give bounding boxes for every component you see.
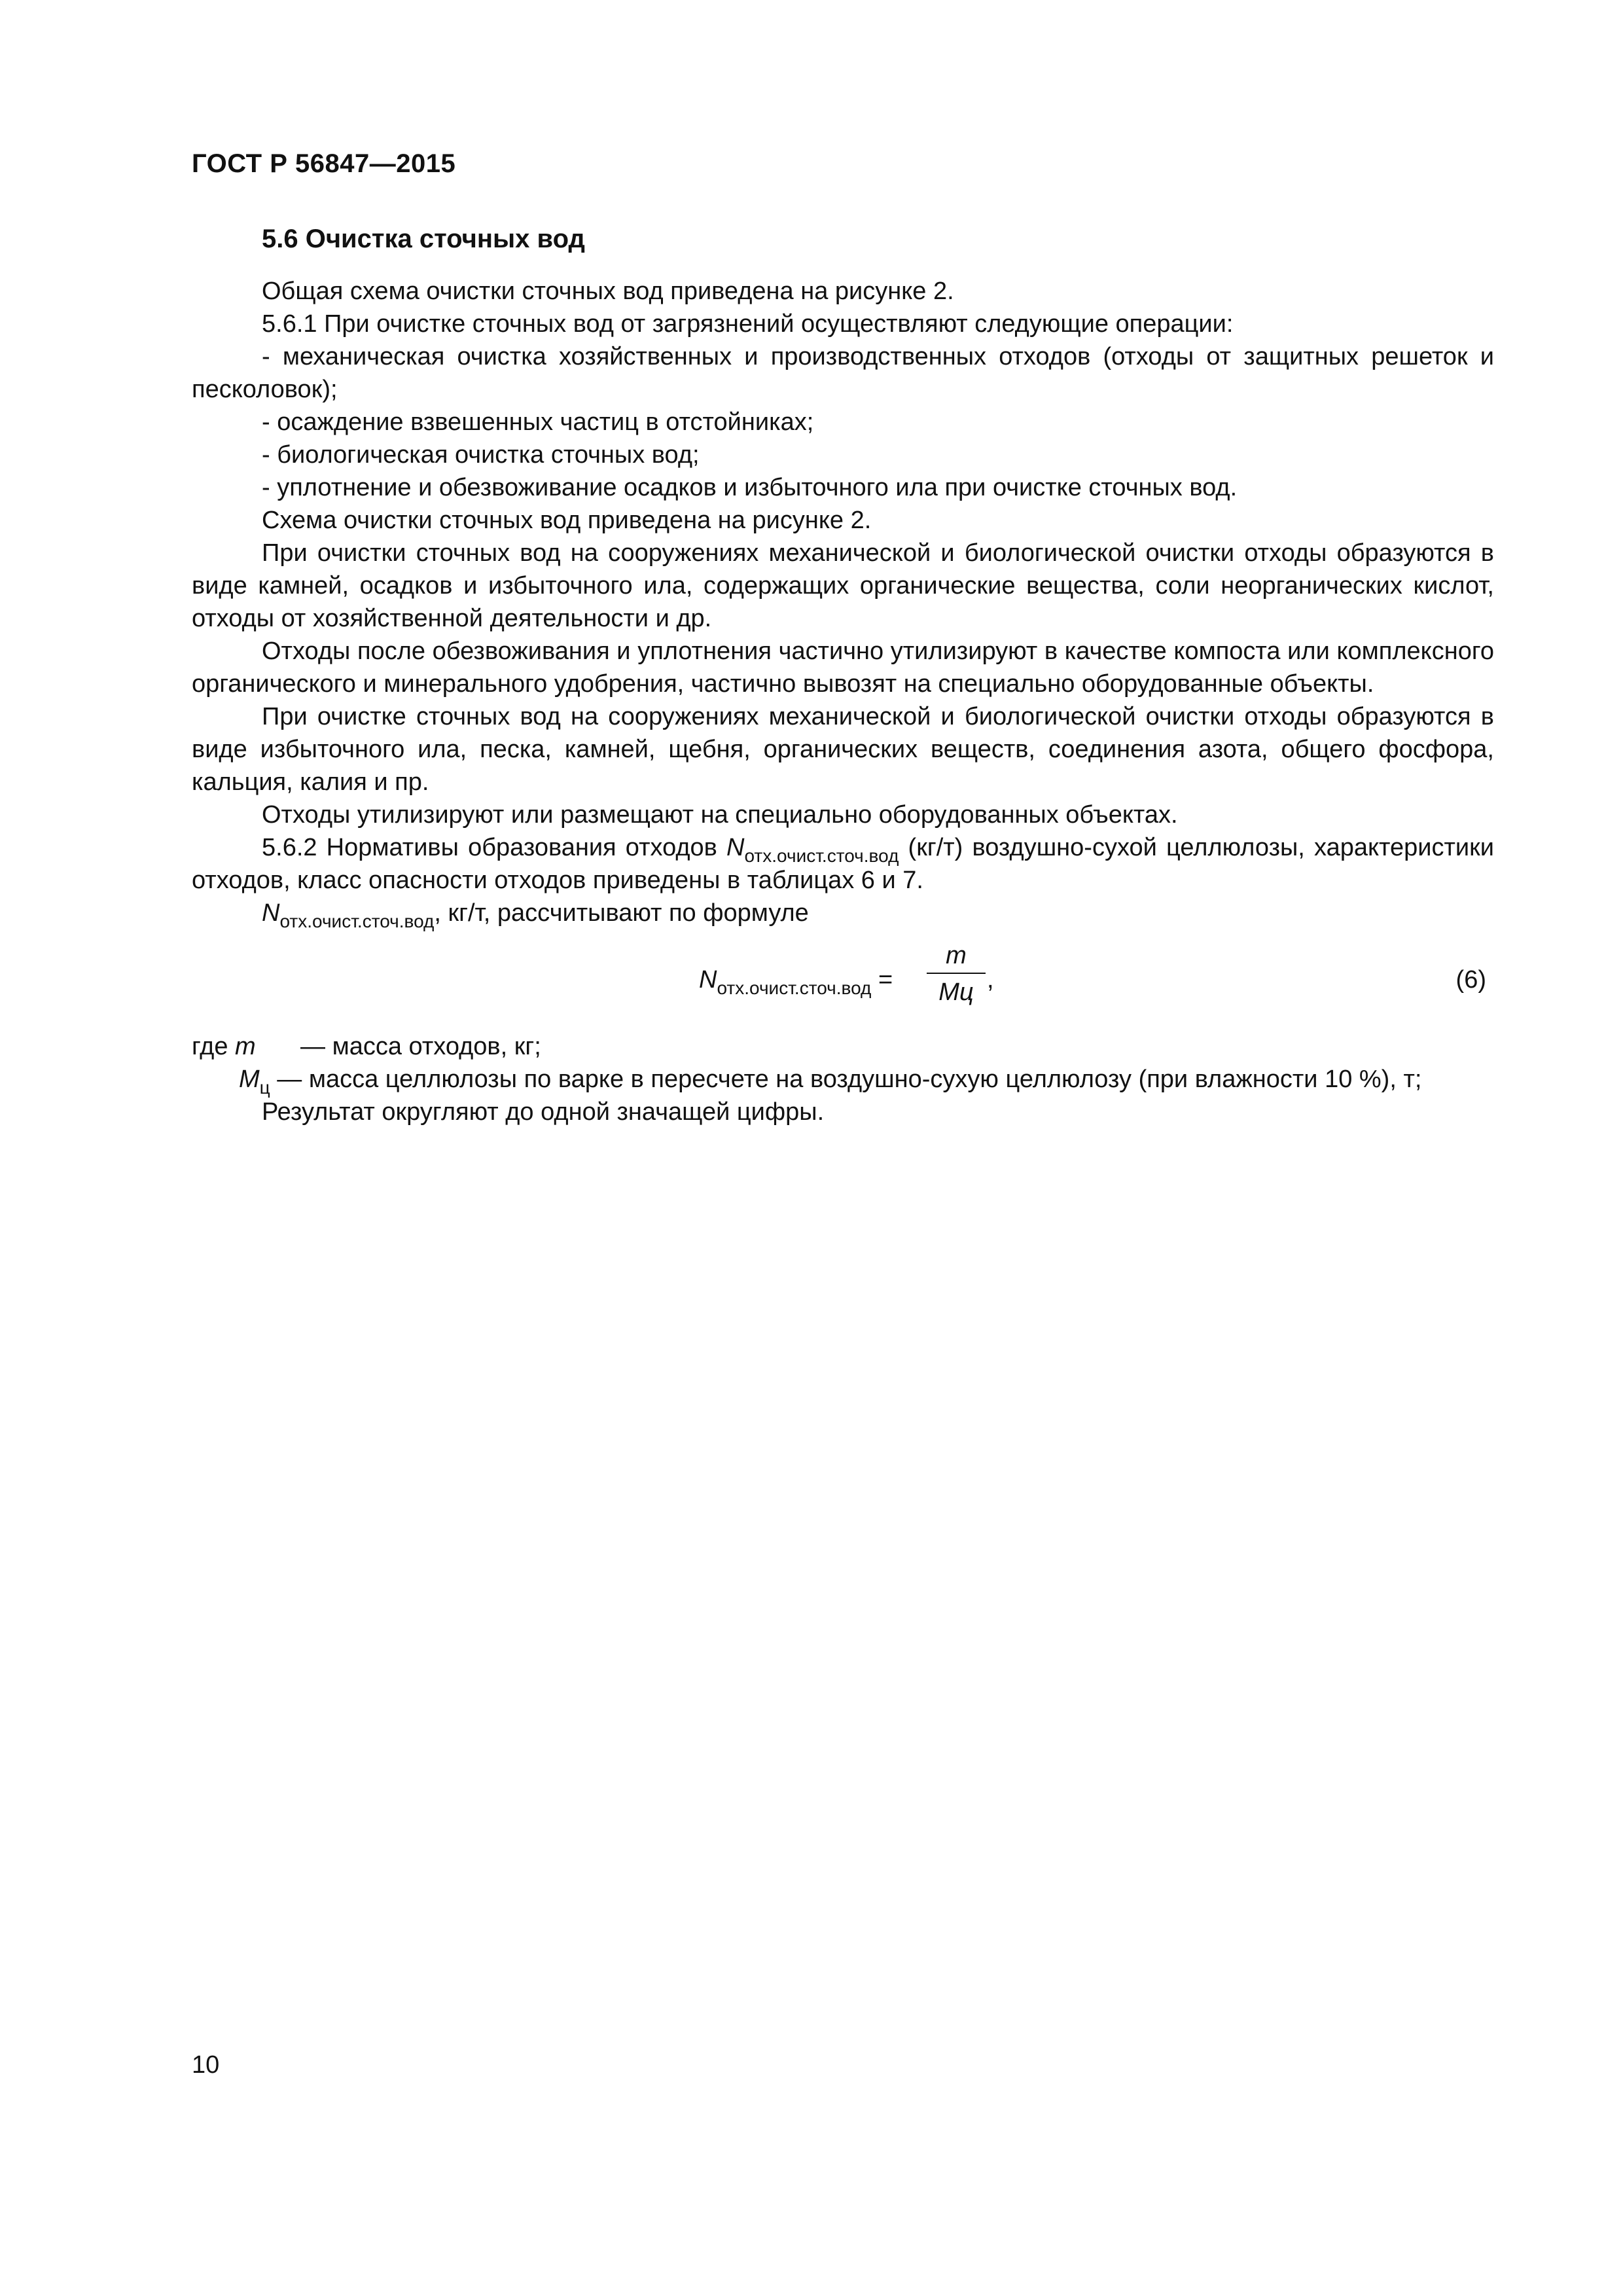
where-m-desc: — масса отходов, кг; [300, 1033, 541, 1060]
formula-6 [192, 939, 1494, 1024]
document-code-header: ГОСТ Р 56847—2015 [192, 149, 456, 178]
paragraph-5-6-1: 5.6.1 При очистке сточных вод от загрязнений осуществляют следующие операции: [262, 310, 1234, 338]
paragraph-5-6-2 [192, 831, 1494, 897]
formula-numerator: m [927, 939, 986, 974]
formula-symbol-n-subscript: отх.очист.сточ.вод [717, 978, 872, 998]
page-number: 10 [192, 2051, 220, 2079]
formula-intro-tail: , кг/т, рассчитывают по формуле [434, 899, 809, 927]
list-item-sedimentation: - осаждение взвешенных частиц в отстойниках; [262, 408, 814, 436]
symbol-n-2: N [262, 899, 280, 927]
paragraph-waste-placement: Отходы утилизируют или размещают на специально оборудованных объектах. [262, 801, 1178, 829]
paragraph-waste-formation-1: При очистки сточных вод на сооружениях механической и биологической очистки отходы образуются в виде камней, осадков и избыточного ила, содержащих органические вещества, соли неорганических кислот, отходы от хозяйственной деятельности и др. [192, 539, 1494, 632]
page-content [192, 223, 1494, 1128]
formula-lhs [699, 963, 893, 996]
formula-number: (6) [1455, 966, 1486, 994]
p8-tail: (кг/т) воздушно-сухой целлюлозы, характеристики отходов, класс опасности отходов приведены в таблицах 6 и 7. [192, 834, 1494, 894]
section-title: 5.6 Очистка сточных вод [262, 224, 585, 253]
formula-fraction [927, 939, 986, 1011]
formula-comma: , [987, 966, 994, 994]
where-mc [192, 1063, 1494, 1096]
where-mc-desc: — масса целлюлозы по варке в пересчете на воздушно-сухую целлюлозу (при влажности 10 %), т; [270, 1066, 1422, 1093]
paragraph-waste-utilization: Отходы после обезвоживания и уплотнения частично утилизируют в качестве компоста или комплексного органического и минерального удобрения, частично вывозят на специально оборудованные объекты. [192, 637, 1494, 698]
list-item-biological: - биологическая очистка сточных вод; [262, 441, 700, 469]
where-mc-term: M [239, 1066, 260, 1093]
symbol-n-subscript: отх.очист.сточ.вод [744, 846, 899, 866]
list-item-mechanical: - механическая очистка хозяйственных и производственных отходов (отходы от защитных решеток и песколовок); [192, 343, 1494, 403]
symbol-n-subscript-2: отх.очист.сточ.вод [279, 911, 435, 931]
symbol-n: N [726, 834, 745, 861]
formula-equals: = [871, 966, 893, 994]
formula-denominator: Мц [938, 978, 974, 1006]
paragraph-general-scheme: Общая схема очистки сточных вод приведена на рисунке 2. [262, 278, 954, 305]
paragraph-rounding: Результат округляют до одной значащей цифры. [262, 1098, 825, 1126]
paragraph-scheme-ref: Схема очистки сточных вод приведена на рисунке 2. [262, 507, 872, 534]
formula-symbol-n: N [699, 966, 717, 994]
where-m [192, 1030, 1494, 1063]
paragraph-formula-intro [192, 897, 1494, 929]
p8-lead: 5.6.2 Нормативы образования отходов [262, 834, 727, 861]
where-m-term: m [235, 1033, 256, 1060]
list-item-compaction: - уплотнение и обезвоживание осадков и избыточного ила при очистке сточных вод. [262, 474, 1238, 501]
where-mc-subscript: ц [259, 1077, 270, 1098]
paragraph-waste-formation-2: При очистке сточных вод на сооружениях механической и биологической очистки отходы образуются в виде избыточного ила, песка, камней, щебня, органических веществ, соединения азота, общего фосфора, кальция, калия и пр. [192, 703, 1494, 796]
where-lead: где [192, 1033, 236, 1060]
